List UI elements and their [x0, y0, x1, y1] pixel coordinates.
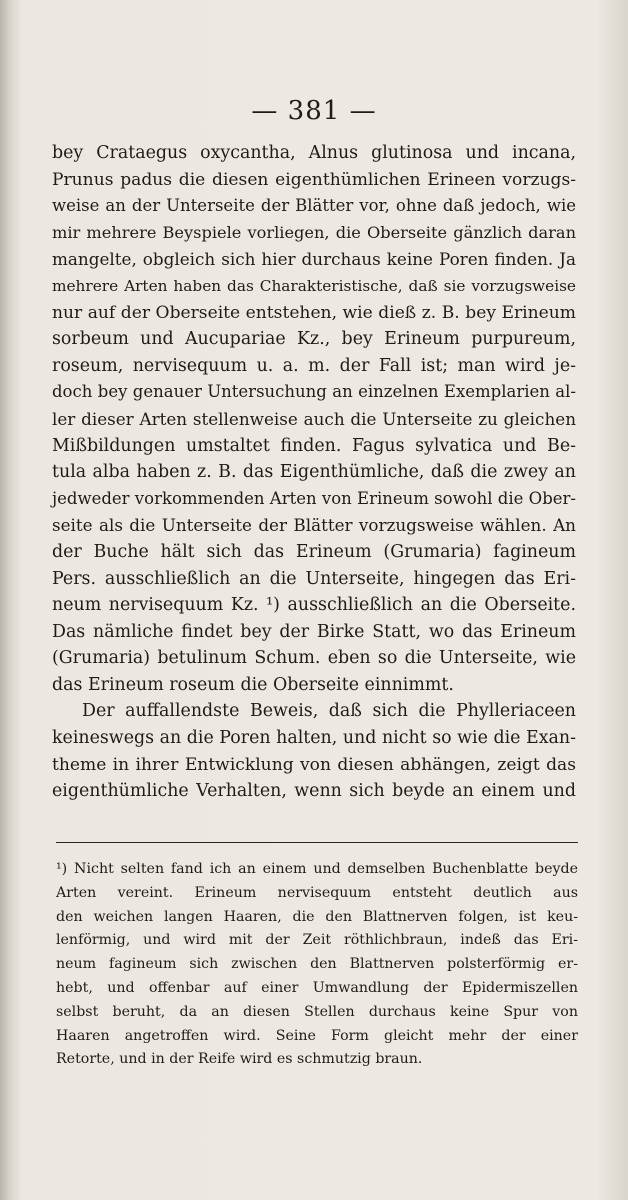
- text-line: das Erineum roseum die Oberseite einnimmt.: [52, 674, 454, 695]
- footnote-line: den weichen langen Haaren, die den Blattnerven folgen, ist keu-: [56, 908, 578, 925]
- text-line: sorbeum und Aucupariae Kz., bey Erineum purpureum,: [52, 329, 576, 350]
- footnote-line: selbst beruht, da an diesen Stellen durchaus keine Spur von: [56, 1003, 578, 1020]
- footnote: [56, 858, 578, 1072]
- text-line: seite als die Unterseite der Blätter vorzugsweise wählen. An: [52, 515, 576, 536]
- text-line: der Buche hält sich das Erineum (Grumaria) fagineum: [52, 541, 576, 562]
- text-line: neum nervisequum Kz. ¹) ausschließlich an die Oberseite.: [52, 595, 576, 616]
- footnote-line: Arten vereint. Erineum nervisequum entsteht deutlich aus: [56, 884, 578, 901]
- footnote-divider: [56, 842, 578, 843]
- text-line: Prunus padus die diesen eigenthümlichen Erineen vorzugs-: [52, 169, 576, 190]
- text-line: mir mehrere Beyspiele vorliegen, die Oberseite gänzlich daran: [52, 222, 576, 242]
- footnote-line: neum fagineum sich zwischen den Blattnerven polsterförmig er-: [56, 956, 578, 973]
- footnote-line: Retorte, und in der Reife wird es schmutzig braun.: [56, 1051, 423, 1068]
- footnote-line: hebt, und offenbar auf einer Umwandlung der Epidermiszellen: [56, 979, 578, 996]
- text-line: ler dieser Arten stellenweise auch die Unterseite zu gleichen: [52, 408, 576, 429]
- text-line: eigenthümliche Verhalten, wenn sich beyde an einem und: [52, 781, 576, 802]
- text-line: mangelte, obgleich sich hier durchaus keine Poren finden. Ja: [52, 249, 576, 270]
- text-line: roseum, nervisequum u. a. m. der Fall ist; man wird je-: [52, 355, 576, 376]
- footnote-line: lenförmig, und wird mit der Zeit röthlichbraun, indeß das Eri-: [56, 932, 578, 949]
- footnote-line: ¹) Nicht selten fand ich an einem und demselben Buchenblatte beyde: [56, 861, 578, 877]
- text-line: Das nämliche findet bey der Birke Statt, wo das Erineum: [52, 621, 576, 642]
- text-line: Mißbildungen umstaltet finden. Fagus sylvatica und Be-: [52, 435, 576, 456]
- page-number: — 381 —: [251, 96, 377, 126]
- text-line: nur auf der Oberseite entstehen, wie dieß z. B. bey Erineum: [52, 302, 576, 323]
- text-line: weise an der Unterseite der Blätter vor, ohne daß jedoch, wie: [52, 196, 576, 216]
- text-line: theme in ihrer Entwicklung von diesen abhängen, zeigt das: [52, 754, 576, 775]
- text-line: keineswegs an die Poren halten, und nicht so wie die Exan-: [52, 728, 576, 749]
- text-line: bey Crataegus oxycantha, Alnus glutinosa und incana,: [52, 143, 576, 163]
- text-line: tula alba haben z. B. das Eigenthümliche, daß die zwey an: [52, 462, 576, 483]
- text-line: doch bey genauer Untersuchung an einzelnen Exemplarien al-: [52, 382, 576, 402]
- text-line: mehrere Arten haben das Charakteristische, daß sie vorzugsweise: [52, 276, 576, 295]
- main-text: [52, 140, 576, 805]
- text-line: Pers. ausschließlich an die Unterseite, hingegen das Eri-: [52, 568, 576, 589]
- text-line: (Grumaria) betulinum Schum. eben so die Unterseite, wie: [52, 648, 576, 669]
- text-line: Der auffallendste Beweis, daß sich die Phylleriaceen: [82, 701, 576, 722]
- footnote-line: Haaren angetroffen wird. Seine Form gleicht mehr der einer: [56, 1027, 578, 1044]
- text-line: jedweder vorkommenden Arten von Erineum sowohl die Ober-: [52, 488, 576, 508]
